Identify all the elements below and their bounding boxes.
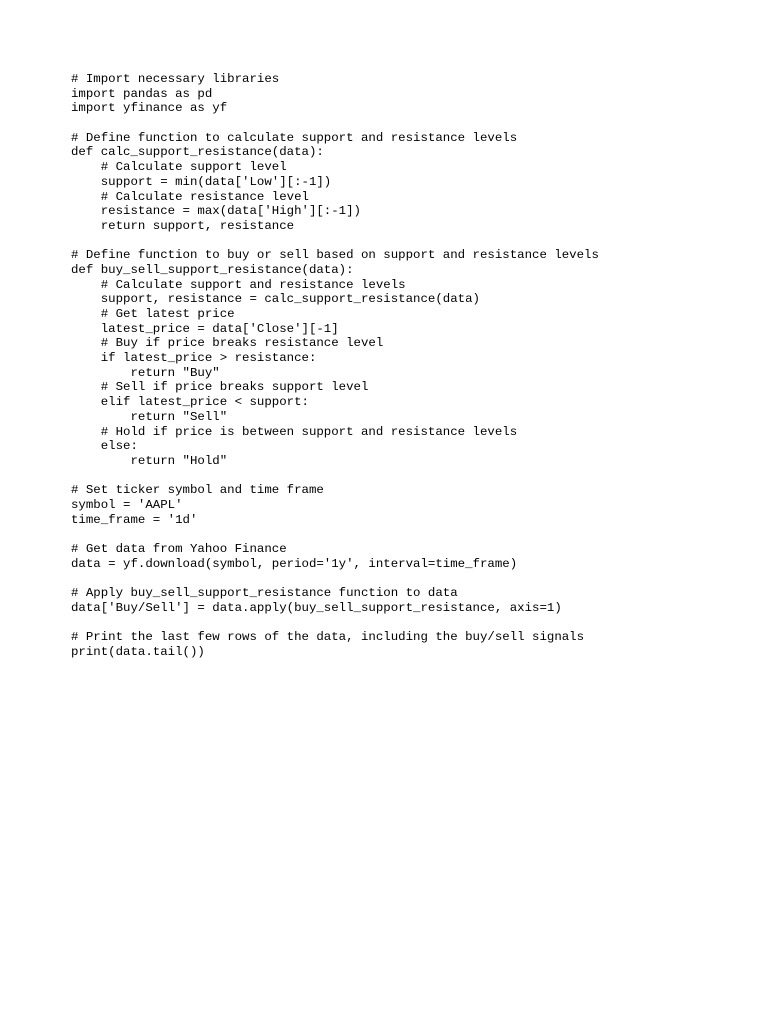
code-line: [71, 234, 599, 249]
code-block: [71, 72, 599, 660]
code-line: # Set ticker symbol and time frame: [71, 483, 324, 498]
code-line: # Define function to buy or sell based on support and resistance levels: [71, 248, 599, 263]
code-line: data = yf.download(symbol, period='1y', interval=time_frame): [71, 556, 518, 571]
code-line: # Import necessary libraries: [71, 72, 280, 86]
code-line: # Print the last few rows of the data, including the buy/sell signals: [71, 630, 585, 645]
code-line: # Define function to calculate support and resistance levels: [71, 130, 518, 145]
code-line: return "Sell": [71, 409, 228, 424]
code-line: # Get latest price: [71, 307, 235, 321]
code-line: import pandas as pd: [71, 86, 213, 101]
code-line: # Calculate resistance level: [71, 189, 309, 204]
code-line: [71, 116, 599, 131]
code-line: # Hold if price is between support and resistance levels: [71, 424, 518, 439]
code-line: import yfinance as yf: [71, 101, 228, 116]
code-line: def buy_sell_support_resistance(data):: [71, 262, 354, 277]
code-line: symbol = 'AAPL': [71, 497, 183, 512]
code-line: # Sell if price breaks support level: [71, 380, 369, 395]
code-line: resistance = max(data['High'][:-1]): [71, 204, 361, 219]
code-line: # Apply buy_sell_support_resistance function to data: [71, 586, 458, 601]
code-line: else:: [71, 439, 138, 454]
code-line: data['Buy/Sell'] = data.apply(buy_sell_support_resistance, axis=1): [71, 600, 562, 615]
code-line: support, resistance = calc_support_resistance(data): [71, 292, 480, 307]
code-line: [71, 615, 599, 630]
code-line: # Calculate support and resistance levels: [71, 277, 406, 292]
code-line: elif latest_price < support:: [71, 395, 309, 410]
code-line: # Get data from Yahoo Finance: [71, 542, 287, 556]
code-line: support = min(data['Low'][:-1]): [71, 174, 332, 189]
code-line: print(data.tail()): [71, 644, 205, 659]
code-line: # Buy if price breaks resistance level: [71, 336, 384, 351]
code-line: latest_price = data['Close'][-1]: [71, 321, 339, 336]
code-line: return "Hold": [71, 453, 228, 468]
code-line: [71, 571, 599, 586]
code-line: return "Buy": [71, 365, 220, 380]
code-line: if latest_price > resistance:: [71, 351, 317, 366]
code-line: [71, 469, 599, 484]
code-line: return support, resistance: [71, 218, 295, 233]
code-line: # Calculate support level: [71, 160, 287, 175]
code-line: def calc_support_resistance(data):: [71, 145, 324, 160]
code-line: [71, 527, 599, 542]
code-line: time_frame = '1d': [71, 512, 198, 527]
